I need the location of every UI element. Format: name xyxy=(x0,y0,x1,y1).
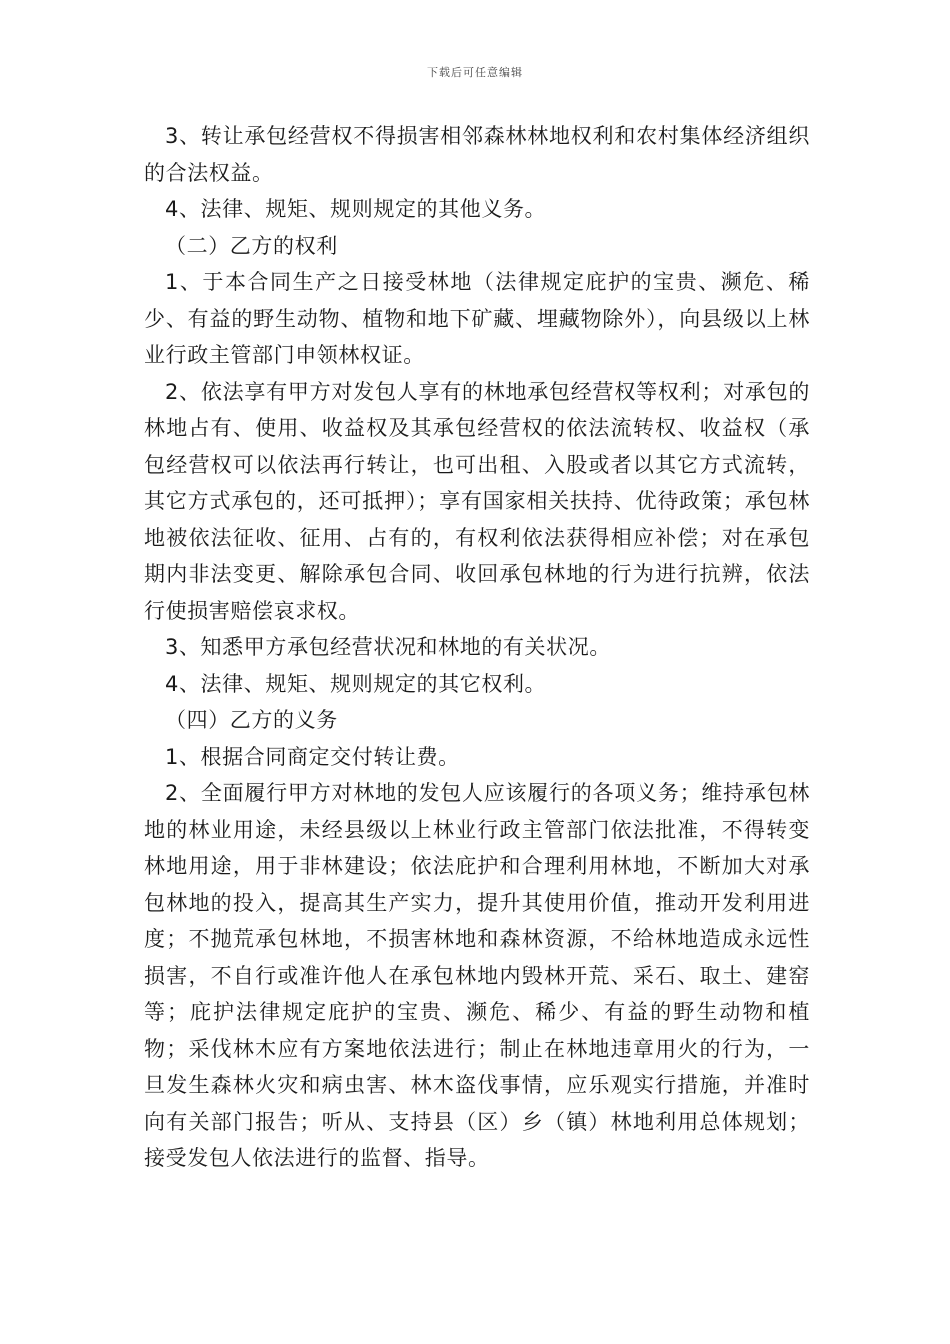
paragraph-right-4: 4、法律、规矩、规则规定的其它权利。 xyxy=(165,671,547,696)
section-heading-party-b-obligations: （四）乙方的义务 xyxy=(165,708,338,732)
paragraph-b-obligation-1: 1、根据合同商定交付转让费。 xyxy=(165,744,460,769)
paragraph-right-2: 2、依法享有甲方对发包人享有的林地承包经营权等权利；对承包的林地占有、使用、收益权及其承包经营权的依法流转权、收益权（承包经营权可以依法再行转让，也可出租、入股或者以其它方式流转，其它方式承包的，还可抵押）；享有国家相关扶持、优待政策；承包林地被依法征收、征用、占有的，有权利依法获得相应补偿；对在承包期内非法变更、解除承包合同、收回承包林地的行为进行抗辨，依法行使损害赔偿哀求权。 xyxy=(144,379,810,623)
page-header-note: 下载后可任意编辑 xyxy=(427,66,523,79)
document-body xyxy=(144,118,810,1177)
paragraph-right-3: 3、知悉甲方承包经营状况和林地的有关状况。 xyxy=(165,635,611,659)
paragraph-b-obligation-2: 2、全面履行甲方对林地的发包人应该履行的各项义务；维持承包林地的林业用途，未经县级以上林业行政主管部门依法批准，不得转变林地用途，用于非林建设；依法庇护和合理利用林地，不断加大对承包林地的投入，提高其生产实力，提升其使用价值，推动开发利用进度；不抛荒承包林地，不损害林地和森林资源，不给林地造成永远性损害，不自行或准许他人在承包林地内毁林开荒、采石、取土、建窑等；庇护法律规定庇护的宝贵、濒危、稀少、有益的野生动物和植物；采伐林木应有方案地依法进行；制止在林地违章用火的行为，一旦发生森林火灾和病虫害、林木盗伐事情，应乐观实行措施，并准时向有关部门报告；听从、支持县（区）乡（镇）林地利用总体规划；接受发包人依法进行的监督、指导。 xyxy=(144,781,810,1170)
paragraph-obligation-4: 4、法律、规矩、规则规定的其他义务。 xyxy=(165,197,547,221)
paragraph-obligation-3: 3、转让承包经营权不得损害相邻森林林地权利和农村集体经济组织的合法权益。 xyxy=(144,124,810,185)
paragraph-right-1: 1、于本合同生产之日接受林地（法律规定庇护的宝贵、濒危、稀少、有益的野生动物、植物和地下矿藏、埋藏物除外），向县级以上林业行政主管部门申领林权证。 xyxy=(144,270,810,367)
section-heading-party-b-rights: （二）乙方的权利 xyxy=(165,233,338,258)
